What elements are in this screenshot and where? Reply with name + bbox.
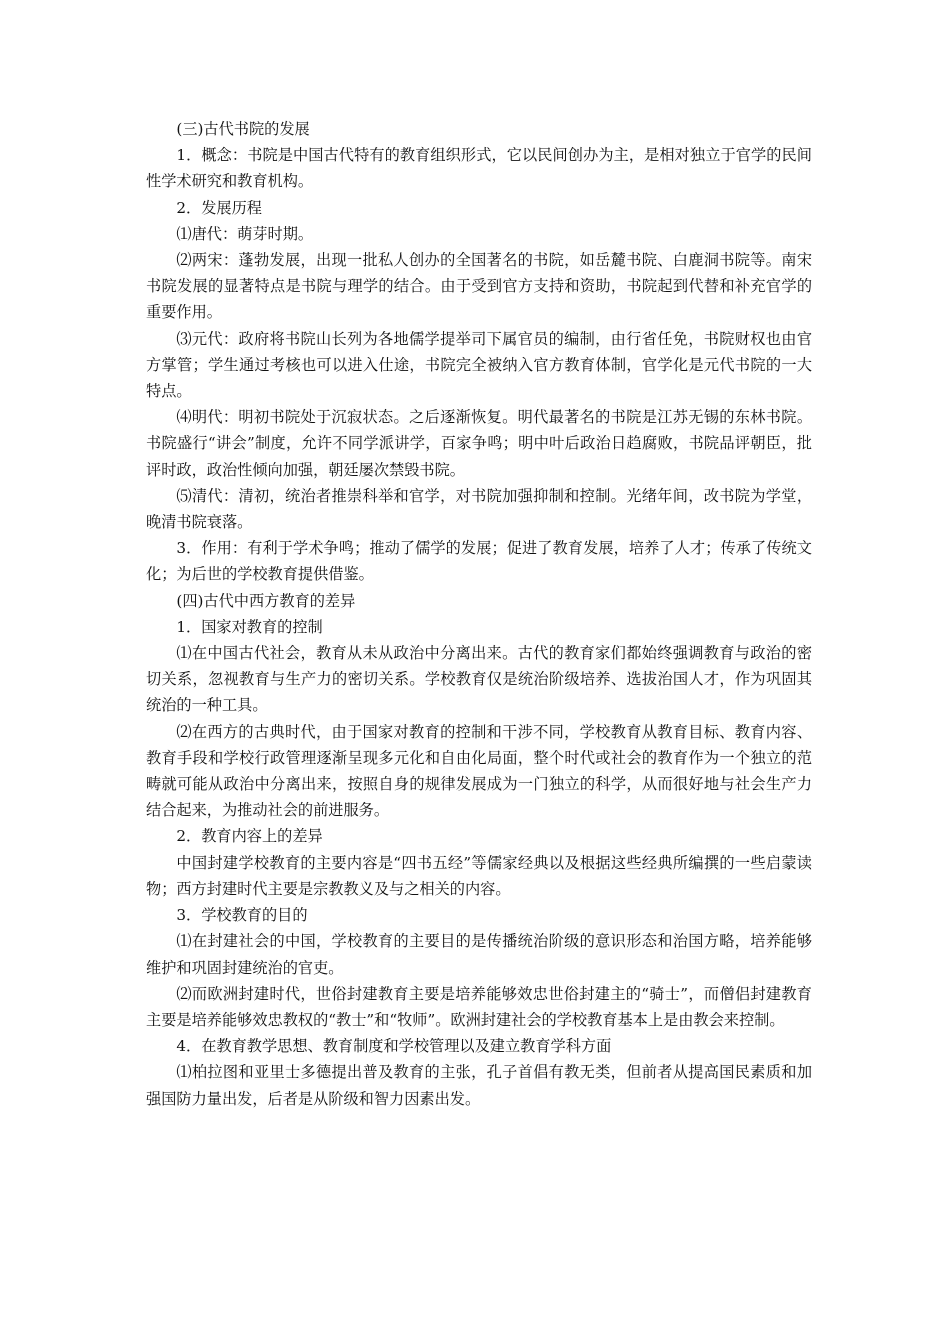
paragraph: ⑴唐代：萌芽时期。 xyxy=(176,224,314,243)
paragraph: ⑵在西方的古典时代，由于国家对教育的控制和干涉不同，学校教育从教育目标、教育内容、教育手段和学校行政管理逐渐呈现多元化和自由化局面，整个时代或社会的教育作为一个独立的范畴就可能从政治中分离出来，按照自身的规律发展成为一门独立的科学，从而很好地与社会生产力结合起来，为推动社会的前进服务。 xyxy=(146,722,812,820)
paragraph: 3．作用：有利于学术争鸣；推动了儒学的发展；促进了教育发展，培养了人才；传承了传统文化；为后世的学校教育提供借鉴。 xyxy=(146,539,812,584)
subheading: 2．发展历程 xyxy=(176,198,262,217)
subheading: 2．教育内容上的差异 xyxy=(176,827,323,846)
subheading: 1．国家对教育的控制 xyxy=(176,617,323,636)
paragraph: ⑴在封建社会的中国，学校教育的主要目的是传播统治阶级的意识形态和治国方略，培养能够维护和巩固封建统治的官吏。 xyxy=(146,932,812,977)
paragraph: ⑴在中国古代社会，教育从未从政治中分离出来。古代的教育家们都始终强调教育与政治的密切关系，忽视教育与生产力的密切关系。学校教育仅是统治阶级培养、选拔治国人才，作为巩固其统治的一种工具。 xyxy=(146,644,812,715)
paragraph: ⑵两宋：蓬勃发展，出现一批私人创办的全国著名的书院，如岳麓书院、白鹿洞书院等。南宋书院发展的显著特点是书院与理学的结合。由于受到官方支持和资助，书院起到代替和补充官学的重要作用。 xyxy=(146,251,812,322)
subheading: 3．学校教育的目的 xyxy=(176,906,308,925)
paragraph: ⑸清代：清初，统治者推崇科举和官学，对书院加强抑制和控制。光绪年间，改书院为学堂，晚清书院衰落。 xyxy=(146,486,812,532)
document-body xyxy=(146,116,812,1112)
paragraph: ⑵而欧洲封建时代，世俗封建教育主要是培养能够效忠世俗封建主的“骑士”，而僧侣封建教育主要是培养能够效忠教权的“教士”和“牧师”。欧洲封建社会的学校教育基本上是由教会来控制。 xyxy=(146,984,812,1029)
section-heading: (四)古代中西方教育的差异 xyxy=(176,591,356,610)
section-heading: (三)古代书院的发展 xyxy=(176,120,310,138)
paragraph: 中国封建学校教育的主要内容是“四书五经”等儒家经典以及根据这些经典所编撰的一些启蒙读物；西方封建时代主要是宗教教义及与之相关的内容。 xyxy=(146,853,812,898)
paragraph: ⑷明代：明初书院处于沉寂状态。之后逐渐恢复。明代最著名的书院是江苏无锡的东林书院。书院盛行“讲会”制度，允许不同学派讲学，百家争鸣；明中叶后政治日趋腐败，书院品评朝臣，批评时政，政治性倾向加强，朝廷屡次禁毁书院。 xyxy=(146,408,812,479)
subheading: 4．在教育教学思想、教育制度和学校管理以及建立教育学科方面 xyxy=(176,1037,612,1056)
paragraph: ⑶元代：政府将书院山长列为各地儒学提举司下属官员的编制，由行省任免，书院财权也由官方掌管；学生通过考核也可以进入仕途，书院完全被纳入官方教育体制，官学化是元代书院的一大特点。 xyxy=(146,329,812,401)
paragraph: ⑴柏拉图和亚里士多德提出普及教育的主张，孔子首倡有教无类，但前者从提高国民素质和加强国防力量出发，后者是从阶级和智力因素出发。 xyxy=(146,1063,812,1108)
paragraph: 1．概念：书院是中国古代特有的教育组织形式，它以民间创办为主，是相对独立于官学的民间性学术研究和教育机构。 xyxy=(146,146,812,191)
